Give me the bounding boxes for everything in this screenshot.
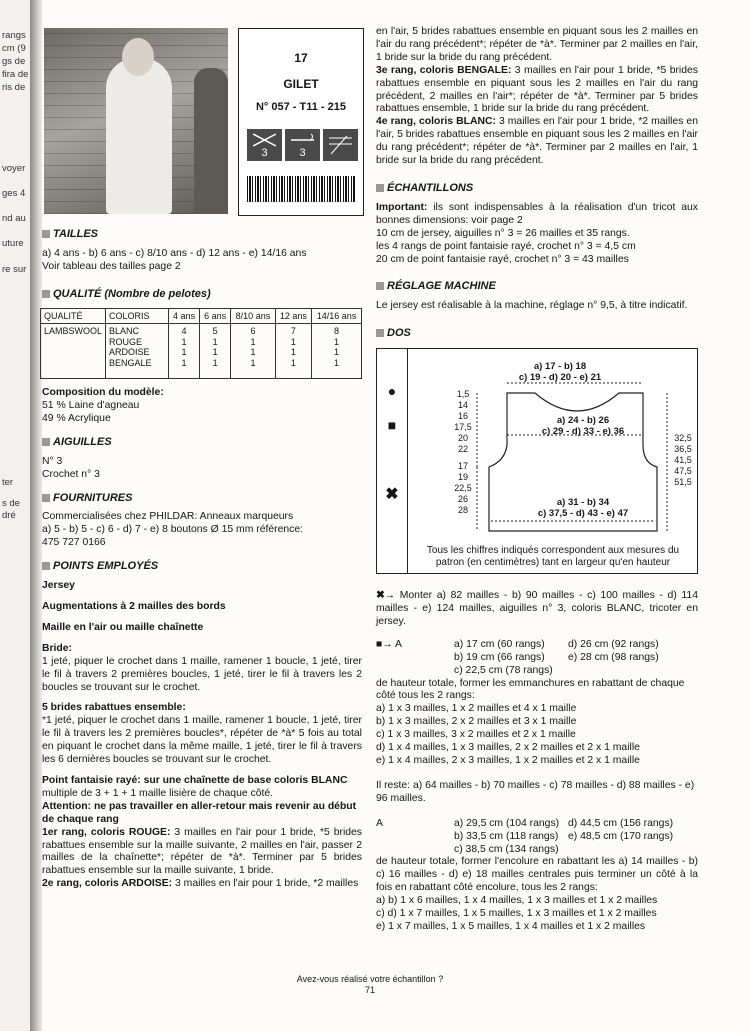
prev-fragment: gs de (2, 56, 26, 67)
dim-label: c) 37,5 - d) 43 - e) 47 (537, 508, 629, 520)
count: 4 (181, 326, 187, 337)
composition-line: 51 % Laine d'agneau (42, 400, 140, 412)
size-cell (169, 324, 200, 379)
height-value: d) 44,5 cm (156 rangs) (568, 817, 674, 829)
reste-text: Il reste: a) 64 mailles - b) 70 mailles - c) 78 mailles - d) 88 mailles - e) 96 mailles. (376, 779, 695, 804)
dim-label: a) 17 - b) 18 (533, 361, 587, 373)
stitch-name: Jersey (42, 580, 75, 592)
th: 8/10 ans (231, 308, 275, 324)
dim-label: c) 29 - d) 33 - e) 36 (541, 426, 625, 438)
composition-line: 49 % Acrylique (42, 412, 111, 424)
previous-page-edge (0, 0, 31, 1031)
height-row (376, 639, 698, 652)
height-row (376, 818, 698, 831)
needles-crossed-icon (251, 132, 278, 148)
table-row (41, 324, 362, 379)
model-info-box (238, 28, 364, 216)
dim-label: a) 31 - b) 34 (556, 497, 610, 509)
fournitures-line: 475 727 0166 (42, 537, 106, 549)
footer-question: Avez-vous réalisé votre échantillon ? (296, 974, 444, 984)
prev-fragment: ter (2, 477, 14, 488)
th: QUALITÉ (41, 308, 106, 324)
count: 6 (250, 326, 256, 337)
quality-table (40, 308, 362, 380)
dim-value: 22,5 (454, 483, 472, 494)
height-value: a) 17 cm (60 rangs) (454, 638, 545, 650)
row-label: 2e rang, coloris ARDOISE: (42, 878, 173, 890)
size-cell (275, 324, 311, 379)
cross-arrow-icon: ✖→ (376, 590, 400, 602)
row-instruction (42, 878, 362, 891)
page-footer (230, 974, 510, 996)
gauge-line: les 4 rangs de point fantaisie rayé, crochet n° 3 = 4,5 cm (376, 240, 636, 252)
machine-text: Le jersey est réalisable à la machine, réglage n° 9,5, à titre indicatif. (376, 300, 688, 312)
row-text: 3 mailles en l'air pour 1 bride, *2 mailles en l'air, 5 brides rabattues ensemble en piquant sous les 2 mailles en l'air du rang précédent*; répéter de *à*. Terminer par 2 mailles en l'air, 1 bride sur la bride du rang précédent. (376, 116, 698, 167)
sizes-list: a) 4 ans - b) 6 ans - c) 8/10 ans - d) 12 ans - e) 14/16 ans (42, 247, 307, 259)
fournitures-line: a) 5 - b) 5 - c) 6 - d) 7 - e) 8 boutons Ø 15 mm référence: (42, 524, 304, 536)
gauge-line: 20 cm de point fantaisie rayé, crochet n° 3 = 43 mailles (376, 253, 629, 265)
dim-label: a) 24 - b) 26 (556, 415, 610, 427)
model-name: GILET (283, 77, 319, 91)
right-height-labels (671, 433, 695, 488)
barcode (247, 176, 355, 202)
dim-value: 51,5 (674, 477, 692, 488)
count: 8 (334, 326, 340, 337)
count: 1 (334, 357, 340, 368)
page-number: 71 (364, 985, 375, 995)
dim-value: 28 (457, 505, 468, 516)
stitch-name: Point fantaisie rayé: sur une chaînette de base coloris BLANC (42, 774, 348, 786)
th: 14/16 ans (312, 308, 362, 324)
count: 1 (334, 347, 340, 358)
monter-text: Monter a) 82 mailles - b) 90 mailles - c) 100 mailles - d) 114 mailles - e) 124 mailles, aiguilles n° 3, coloris BLANC, tricoter en jersey. (376, 590, 698, 627)
row-instruction (376, 116, 698, 168)
crochet-hook-icon (285, 129, 320, 161)
color: ROUGE (109, 336, 143, 347)
stitch-text: multiple de 3 + 1 + 1 maille lisière de chaque côté. (42, 787, 274, 799)
needle-line: Crochet n° 3 (42, 468, 100, 480)
diagram-icon (323, 129, 358, 161)
count: 1 (181, 336, 187, 347)
th: 6 ans (200, 308, 231, 324)
prev-fragment: uture (2, 238, 24, 249)
left-height-labels (451, 389, 475, 516)
count: 7 (290, 326, 296, 337)
color: BENGALE (109, 357, 152, 368)
prev-fragment: ges 4 (2, 188, 26, 199)
pattern-diagram (376, 348, 698, 574)
row-text: 3 mailles en l'air pour 1 bride, *5 brides rabattues ensemble en piquant sous les 2 mailles en l'air du rang précédent, 2 mailles en l'air*; répéter de *à*. Terminer par 5 brides rabattues ensemble, 1 bride sur la bride du rang précédent. (376, 64, 698, 115)
needle-line: N° 3 (42, 455, 63, 467)
prev-fragment: fira de (2, 69, 29, 80)
height-value: b) 19 cm (66 rangs) (454, 651, 545, 663)
count: 1 (250, 336, 256, 347)
prev-fragment: cm (9 (2, 43, 26, 54)
count: 1 (290, 347, 296, 358)
dim-value: 26 (457, 494, 468, 505)
prev-fragment: dré (2, 510, 16, 521)
height-value: b) 33,5 cm (118 rangs) (454, 830, 559, 842)
row-text: 3 mailles en l'air pour 1 bride, *5 brides rabattues ensemble sur la maille suivante, 2 mailles en l'air, passer 2 mailles de la chaînette*; répéter de *à*. Terminer par 5 brides rabattues ensemble sur la maille suivante, 1 bride. (42, 826, 363, 877)
qualite-heading: QUALITÉ (Nombre de pelotes) (42, 288, 362, 301)
gauge-line: 10 cm de jersey, aiguilles n° 3 = 26 mailles et 35 rangs. (376, 227, 630, 239)
hook-size: 3 (299, 147, 306, 159)
color: BLANC (109, 326, 140, 337)
dim-value: 17,5 (454, 422, 472, 433)
square-marker-icon: ■ (387, 417, 397, 434)
knitting-needle-icon (247, 129, 282, 161)
tailles-heading: TAILLES (42, 228, 362, 241)
row-label: 3e rang, coloris BENGALE: (376, 64, 512, 76)
emmanchures-text: de hauteur totale, former les emmanchures en rabattant de chaque côté tous les 2 rangs: (376, 677, 685, 702)
dim-value: 1,5 (456, 389, 470, 400)
dim-value: 36,5 (674, 444, 692, 455)
needle-size: 3 (261, 147, 268, 159)
decrease-line: d) 1 x 4 mailles, 1 x 3 mailles, 2 x 2 mailles et 2 x 1 maille (376, 742, 640, 754)
model-number: 17 (294, 51, 308, 65)
stitch-name: Maille en l'air ou maille chaînette (42, 621, 204, 633)
stitch-text: *1 jeté, piquer le crochet dans 1 maille, ramener 1 boucle, 1 jeté, tirer le fil à travers les 2 premières boucles*, répéter de *à* 5 fois au total en piquant le crochet dans la même maille, 1 jeté, tirer le fil à travers les 6 dernières boucles se trouvant sur le crochet. (42, 715, 362, 766)
marker-label: A (394, 638, 402, 650)
marker-label: A (376, 817, 383, 829)
count: 1 (212, 347, 218, 358)
prev-fragment: ris de (2, 82, 26, 93)
prev-fragment: s de (2, 498, 20, 509)
height-value: c) 38,5 cm (134 rangs) (454, 843, 559, 855)
fournitures-line: Commercialisées chez PHILDAR: Anneaux marqueurs (42, 511, 294, 523)
height-row (376, 844, 698, 857)
dim-label: c) 19 - d) 20 - e) 21 (518, 372, 602, 384)
monter-instruction (376, 590, 698, 629)
table-header-row (41, 308, 362, 324)
stitch-text: 1 jeté, piquer le crochet dans 1 maille, ramener 1 boucle, 1 jeté, tirer le fil à travers 2 premières boucles, 1 jeté, tirer le fil à travers les 2 boucles se trouvant sur le crochet. (42, 655, 362, 693)
prev-fragment: nd au (2, 213, 26, 224)
sizes-ref: Voir tableau des tailles page 2 (42, 260, 181, 272)
count: 1 (181, 357, 187, 368)
composition-heading: Composition du modèle: (42, 387, 164, 399)
th: 4 ans (169, 308, 200, 324)
stitch-name: Bride: (42, 642, 73, 654)
colors-cell (106, 324, 169, 379)
size-cell (231, 324, 275, 379)
model-reference: N° 057 - T11 - 215 (255, 101, 346, 113)
count: 1 (250, 347, 256, 358)
square-arrow-icon: ■→ (376, 638, 395, 650)
stitch-name: Augmentations à 2 mailles des bords (42, 601, 226, 612)
quality-name: LAMBSWOOL (41, 324, 106, 379)
row-label: 4e rang, coloris BLANC: (376, 116, 496, 128)
row-instruction (376, 65, 698, 117)
stitch-name: 5 brides rabattues ensemble: (42, 702, 186, 714)
diagram-note: Tous les chiffres indiqués correspondent aux mesures du patron (en centimètres) tant en largeur qu'en hauteur (426, 545, 680, 569)
important-label: Important: (376, 201, 428, 213)
dim-value: 47,5 (674, 466, 692, 477)
book-binding (30, 0, 42, 1031)
height-value: a) 29,5 cm (104 rangs) (454, 817, 560, 829)
height-value: e) 48,5 cm (170 rangs) (568, 830, 674, 842)
decrease-line: c) 1 x 3 mailles, 3 x 2 mailles et 2 x 1 maille (376, 729, 576, 741)
row-text: 3 mailles en l'air pour 1 bride, *2 mailles (172, 878, 359, 890)
dim-value: 32,5 (674, 433, 692, 444)
attention-note: Attention: ne pas travailler en aller-retour mais revenir au début de chaque rang (42, 800, 357, 825)
right-column (376, 26, 698, 934)
height-value: d) 26 cm (92 rangs) (568, 638, 659, 650)
important-text: ils sont indispensables à la réalisation d'un tricot aux bonnes dimensions: voir page 2 (376, 201, 698, 226)
decrease-line: c) d) 1 x 7 mailles, 1 x 5 mailles, 1 x 3 mailles et 1 x 2 mailles (376, 908, 657, 920)
important-note (376, 202, 698, 228)
decrease-line: e) 1 x 7 mailles, 1 x 5 mailles, 1 x 4 mailles et 1 x 2 mailles (376, 920, 646, 932)
count: 1 (290, 357, 296, 368)
machine-heading: RÉGLAGE MACHINE (376, 280, 698, 293)
dim-value: 17 (457, 461, 468, 472)
height-row (376, 665, 698, 678)
girl-head (122, 38, 154, 76)
dim-value: 16 (457, 411, 468, 422)
decrease-line: e) 1 x 4 mailles, 2 x 3 mailles, 1 x 2 mailles et 2 x 1 maille (376, 755, 640, 766)
row-label: 1er rang, coloris ROUGE: (42, 826, 171, 838)
color: ARDOISE (109, 347, 150, 358)
dim-value: 41,5 (674, 455, 692, 466)
echantillons-heading: ÉCHANTILLONS (376, 182, 698, 195)
fournitures-heading: FOURNITURES (42, 492, 362, 505)
count: 1 (181, 347, 187, 358)
height-row (376, 652, 698, 665)
pattern-lines-icon (327, 132, 354, 158)
points-heading: POINTS EMPLOYÉS (42, 560, 362, 573)
girl-in-cardigan (106, 58, 172, 214)
dos-heading: DOS (376, 327, 698, 340)
th: 12 ans (275, 308, 311, 324)
circle-marker-icon: ● (387, 383, 397, 400)
count: 1 (290, 336, 296, 347)
count: 1 (334, 336, 340, 347)
th: COLORIS (106, 308, 169, 324)
count: 5 (212, 326, 218, 337)
model-photo (44, 28, 228, 214)
left-column (42, 226, 362, 891)
count: 1 (250, 357, 256, 368)
prev-fragment: re sur (2, 264, 27, 275)
height-value: c) 22,5 cm (78 rangs) (454, 664, 553, 676)
count: 1 (212, 357, 218, 368)
prev-fragment: voyer (2, 163, 26, 174)
dim-value: 20 (457, 433, 468, 444)
second-child (194, 68, 228, 214)
decrease-line: a) b) 1 x 6 mailles, 1 x 4 mailles, 1 x 3 mailles et 1 x 2 mailles (376, 895, 658, 907)
count: 1 (212, 336, 218, 347)
aiguilles-heading: AIGUILLES (42, 436, 362, 449)
decrease-line: a) 1 x 3 mailles, 1 x 2 mailles et 4 x 1 maille (376, 703, 577, 715)
dim-value: 14 (457, 400, 468, 411)
encolure-text: de hauteur totale, former l'encolure en rabattant les a) 14 mailles - b) c) 16 mailles - d) e) 18 mailles centrales puis terminer un côté à la fois en rabattant côté encolure, tous les 2 rangs: (376, 856, 698, 894)
dim-value: 19 (457, 472, 468, 483)
size-cell (312, 324, 362, 379)
dim-value: 22 (457, 444, 468, 455)
height-value: e) 28 cm (98 rangs) (568, 651, 659, 663)
row-instruction (42, 827, 362, 879)
decrease-line: b) 1 x 3 mailles, 2 x 2 mailles et 3 x 1 maille (376, 716, 577, 728)
height-row (376, 831, 698, 844)
hook-icon (289, 132, 316, 148)
size-cell (200, 324, 231, 379)
marker-a (376, 639, 454, 652)
cross-marker-icon: ✖ (385, 486, 399, 504)
prev-fragment: rangs (2, 30, 26, 41)
row-continuation: en l'air, 5 brides rabattues ensemble en piquant sous les 2 mailles en l'air du rang précédent*; répéter de *à*. Terminer par 2 mailles en l'air, 1 bride sur la bride du rang précédent. (376, 26, 698, 63)
